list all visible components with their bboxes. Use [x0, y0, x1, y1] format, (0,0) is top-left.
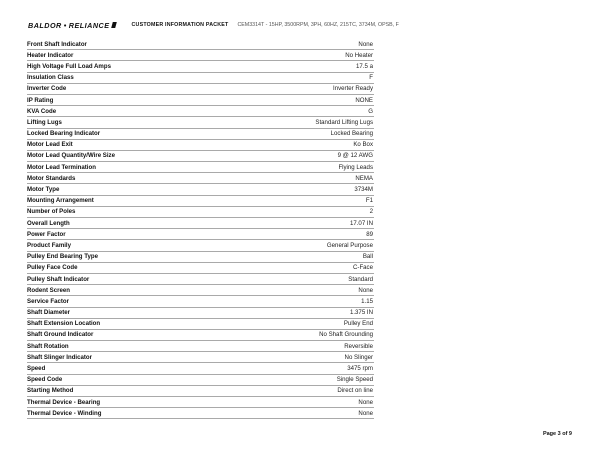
- table-row: [27, 61, 374, 72]
- spec-label: IP Rating: [27, 96, 54, 104]
- table-row: [27, 308, 374, 319]
- table-row: [27, 84, 374, 95]
- spec-label: Lifting Lugs: [27, 118, 62, 126]
- spec-value: 89: [366, 230, 373, 238]
- spec-label: Speed Code: [27, 376, 63, 384]
- spec-label: Thermal Device - Winding: [27, 409, 102, 417]
- spec-value: None: [358, 398, 373, 406]
- spec-value: Flying Leads: [338, 163, 373, 171]
- spec-label: Motor Lead Termination: [27, 163, 96, 171]
- spec-value: None: [358, 40, 373, 48]
- spec-value: 17.5 a: [356, 62, 373, 70]
- spec-value: Single Speed: [336, 376, 373, 384]
- spec-value: NONE: [355, 96, 373, 104]
- spec-value: Locked Bearing: [330, 130, 373, 138]
- table-row: [27, 341, 374, 352]
- spec-label: Shaft Diameter: [27, 309, 71, 317]
- table-row: [27, 252, 374, 263]
- logo-baldor-text: BALDOR: [28, 20, 62, 30]
- table-row: [27, 386, 374, 397]
- table-row: [27, 375, 374, 386]
- table-row: [27, 229, 374, 240]
- table-row: [27, 274, 374, 285]
- spec-label: Motor Lead Quantity/Wire Size: [27, 152, 115, 160]
- spec-label: Locked Bearing Indicator: [27, 130, 101, 138]
- spec-label: Heater Indicator: [27, 51, 74, 59]
- spec-label: Product Family: [27, 241, 72, 249]
- page-header: [28, 19, 399, 31]
- spec-label: Speed: [27, 365, 46, 373]
- spec-label: Service Factor: [27, 297, 70, 305]
- spec-label: Mounting Arrangement: [27, 197, 94, 205]
- table-row: [27, 50, 374, 61]
- logo-separator: •: [63, 20, 67, 30]
- spec-value: 1.375 IN: [349, 309, 373, 317]
- spec-label: Shaft Rotation: [27, 342, 69, 350]
- spec-value: G: [368, 107, 373, 115]
- spec-label: Rodent Screen: [27, 286, 71, 294]
- spec-value: Ko Box: [353, 141, 373, 149]
- spec-value: 9 @ 12 AWG: [337, 152, 373, 160]
- spec-label: Thermal Device - Bearing: [27, 398, 101, 406]
- table-row: [27, 162, 374, 173]
- spec-value: 1.15: [361, 297, 373, 305]
- spec-label: Insulation Class: [27, 74, 74, 82]
- spec-label: Front Shaft Indicator: [27, 40, 87, 48]
- table-row: [27, 330, 374, 341]
- spec-value: NEMA: [355, 174, 373, 182]
- spec-label: Pulley Face Code: [27, 264, 78, 272]
- product-description: CEM3314T - 15HP, 3500RPM, 3PH, 60HZ, 215TC, 3734M, OPSB, F: [237, 22, 399, 28]
- spec-value: Inverter Ready: [333, 85, 373, 93]
- table-row: [27, 363, 374, 374]
- table-row: [27, 218, 374, 229]
- logo-reliance-text: RELIANCE: [68, 20, 110, 30]
- table-row: [27, 408, 374, 419]
- spec-label: Motor Lead Exit: [27, 141, 73, 149]
- spec-value: Reversible: [344, 342, 373, 350]
- brand-logo: [28, 21, 116, 30]
- spec-value: 2: [369, 208, 373, 216]
- spec-value: Pulley End: [343, 320, 373, 328]
- table-row: [27, 117, 374, 128]
- table-row: [27, 129, 374, 140]
- spec-label: Number of Poles: [27, 208, 76, 216]
- table-row: [27, 319, 374, 330]
- spec-value: Direct on line: [337, 387, 373, 395]
- spec-label: Overall Length: [27, 219, 70, 227]
- table-row: [27, 196, 374, 207]
- table-row: [27, 106, 374, 117]
- spec-label: Starting Method: [27, 387, 74, 395]
- spec-value: No Heater: [345, 51, 373, 59]
- spec-value: None: [358, 286, 373, 294]
- spec-label: Shaft Ground Indicator: [27, 331, 94, 339]
- spec-value: 3734M: [354, 186, 373, 194]
- spec-value: No Slinger: [344, 353, 373, 361]
- table-row: [27, 151, 374, 162]
- page-number: Page 3 of 9: [542, 431, 572, 437]
- spec-label: Shaft Extension Location: [27, 320, 101, 328]
- table-row: [27, 352, 374, 363]
- spec-value: No Shaft Grounding: [319, 331, 373, 339]
- spec-label: Shaft Slinger Indicator: [27, 353, 93, 361]
- spec-label: Motor Type: [27, 186, 60, 194]
- table-row: [27, 73, 374, 84]
- table-row: [27, 285, 374, 296]
- table-row: [27, 184, 374, 195]
- spec-value: Ball: [362, 253, 373, 261]
- spec-value: F: [369, 74, 373, 82]
- table-row: [27, 207, 374, 218]
- logo-r-mark-icon: [111, 22, 117, 28]
- spec-value: 17.07 IN: [349, 219, 373, 227]
- spec-value: Standard Lifting Lugs: [315, 118, 373, 126]
- spec-value: 3475 rpm: [347, 365, 373, 373]
- spec-value: General Purpose: [326, 241, 373, 249]
- table-row: [27, 263, 374, 274]
- spec-label: Motor Standards: [27, 174, 76, 182]
- spec-value: C-Face: [353, 264, 373, 272]
- table-row: [27, 397, 374, 408]
- table-row: [27, 173, 374, 184]
- table-row: [27, 95, 374, 106]
- table-row: [27, 240, 374, 251]
- spec-label: Pulley Shaft Indicator: [27, 275, 90, 283]
- spec-label: High Voltage Full Load Amps: [27, 62, 111, 70]
- spec-label: Pulley End Bearing Type: [27, 253, 98, 261]
- specifications-table: [27, 39, 374, 419]
- spec-label: Inverter Code: [27, 85, 67, 93]
- spec-value: F1: [365, 197, 373, 205]
- document-title: CUSTOMER INFORMATION PACKET: [131, 22, 229, 28]
- table-row: [27, 140, 374, 151]
- table-row: [27, 296, 374, 307]
- spec-label: KVA Code: [27, 107, 57, 115]
- spec-label: Power Factor: [27, 230, 66, 238]
- spec-value: Standard: [348, 275, 373, 283]
- spec-value: None: [358, 409, 373, 417]
- table-row: [27, 39, 374, 50]
